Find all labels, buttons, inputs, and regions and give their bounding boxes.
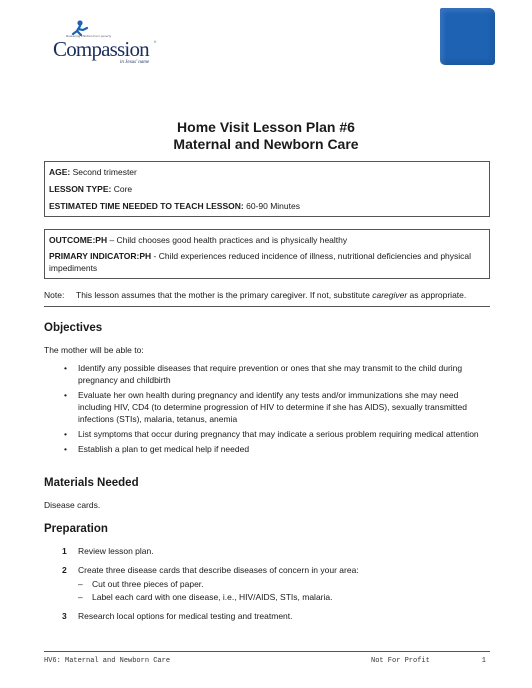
preparation-steps bbox=[44, 545, 490, 629]
age-value: Second trimester bbox=[70, 167, 137, 177]
caregiver-note bbox=[44, 290, 490, 307]
time-value: 60-90 Minutes bbox=[243, 201, 300, 211]
preparation-heading: Preparation bbox=[44, 523, 108, 535]
page-footer bbox=[44, 651, 490, 665]
footer-nonprofit: Not For Profit bbox=[371, 657, 430, 665]
bullet-icon: • bbox=[64, 390, 67, 400]
objectives-heading: Objectives bbox=[44, 322, 103, 334]
outcome-box bbox=[44, 229, 490, 279]
note-text-after: as appropriate. bbox=[407, 290, 467, 300]
indicator-row bbox=[49, 250, 485, 274]
page-title: Home Visit Lesson Plan #6 bbox=[177, 119, 355, 135]
lesson-type-value: Core bbox=[111, 184, 133, 194]
step-number: 2 bbox=[62, 565, 67, 575]
brand-square-graphic bbox=[440, 8, 495, 65]
list-item: • Evaluate her own health during pregnancy and identify any tests and/or immunizations she may need including HIV, CD4 (to determine progression of HIV to determine if she has AIDS), sexually transmitted infections (STIs), malaria, tetanus, anemia bbox=[64, 390, 467, 424]
age-label: AGE: bbox=[49, 167, 71, 177]
bullet-icon: • bbox=[64, 444, 67, 454]
materials-heading: Materials Needed bbox=[44, 477, 139, 489]
logo-wordmark: Compassion bbox=[53, 37, 149, 61]
bullet-icon: • bbox=[64, 363, 67, 373]
bullet-icon: • bbox=[64, 429, 67, 439]
step-number: 3 bbox=[62, 611, 67, 621]
list-item: • Identify any possible diseases that require prevention or ones that she may transmit to the child during pregnancy and childbirth bbox=[64, 363, 463, 385]
list-item: • List symptoms that occur during pregnancy that may indicate a serious problem requiring medical attention bbox=[64, 429, 479, 439]
footer-page-number: 1 bbox=[481, 657, 486, 665]
step-item: 2 Create three disease cards that describe diseases of concern in your area: – Cut out three pieces of paper. – Label each card with one disease, i.e., HIV/AIDS, STIs, malaria. bbox=[44, 564, 490, 603]
note-label: Note: bbox=[44, 290, 65, 300]
outcome-label: OUTCOME:PH bbox=[49, 235, 108, 245]
dash-icon: – bbox=[78, 592, 83, 602]
indicator-label: PRIMARY INDICATOR:PH bbox=[49, 251, 152, 261]
sub-list-item: – Label each card with one disease, i.e., HIV/AIDS, STIs, malaria. bbox=[78, 592, 333, 602]
step-sub-list bbox=[78, 578, 490, 603]
note-text-italic: caregiver bbox=[372, 290, 408, 300]
materials-text: Disease cards. bbox=[44, 500, 101, 510]
page-subtitle: Maternal and Newborn Care bbox=[173, 136, 359, 152]
outcome-row bbox=[49, 234, 485, 246]
step-item: 1 Review lesson plan. bbox=[62, 546, 154, 556]
time-row bbox=[49, 200, 485, 217]
step-item: 3 Research local options for medical testing and treatment. bbox=[62, 611, 293, 621]
lesson-info-box bbox=[44, 161, 490, 217]
objectives-list bbox=[44, 362, 490, 458]
age-row bbox=[49, 166, 485, 183]
outcome-value: – Child chooses good health practices and is physically healthy bbox=[107, 235, 348, 245]
indicator-value: - Child experiences reduced incidence of illness, nutritional deficiencies and physical impediments bbox=[49, 251, 472, 273]
objectives-intro: The mother will be able to: bbox=[44, 345, 144, 355]
lesson-type-row bbox=[49, 183, 485, 200]
compassion-logo bbox=[52, 20, 164, 68]
step-number: 1 bbox=[62, 546, 67, 556]
list-item: • Establish a plan to get medical help if needed bbox=[64, 444, 250, 454]
note-text-before: This lesson assumes that the mother is the primary caregiver. If not, substitute bbox=[76, 290, 373, 300]
footer-doc-name: HV6: Maternal and Newborn Care bbox=[44, 657, 171, 665]
dash-icon: – bbox=[78, 579, 83, 589]
logo-subtitle: in Jesus' name bbox=[120, 60, 150, 65]
registered-mark: ® bbox=[154, 40, 157, 44]
sub-list-item: – Cut out three pieces of paper. bbox=[78, 579, 204, 589]
time-label: ESTIMATED TIME NEEDED TO TEACH LESSON: bbox=[49, 201, 244, 211]
logo-tagline: Releasing children from poverty bbox=[66, 34, 112, 38]
lesson-type-label: LESSON TYPE: bbox=[49, 184, 112, 194]
